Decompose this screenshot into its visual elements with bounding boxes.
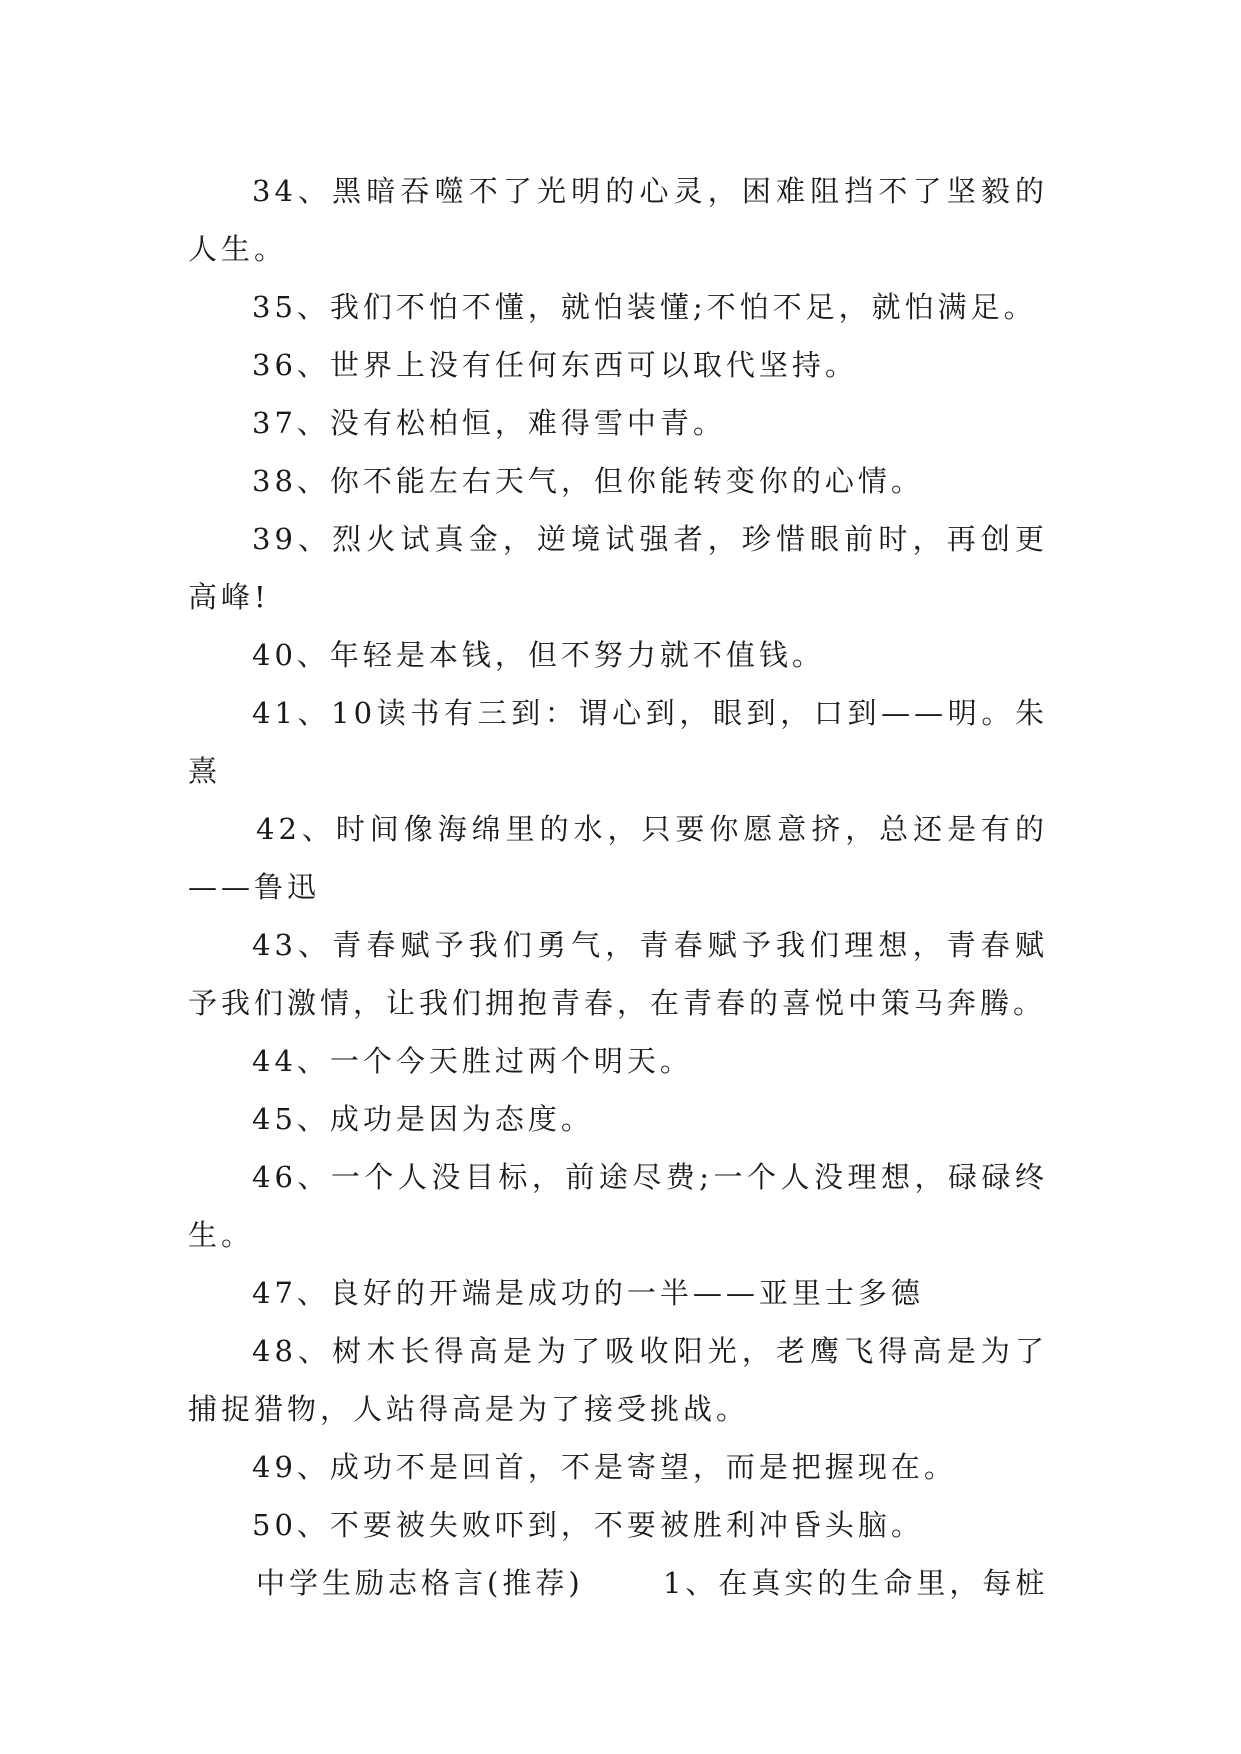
quote-50: 50、不要被失败吓到，不要被胜利冲昏头脑。: [252, 1508, 924, 1542]
quote-46: 46、一个人没目标，前途尽费;一个人没理想，碌碌终生。: [188, 1160, 1048, 1252]
quote-41: 41、10读书有三到：谓心到，眼到，口到——明。朱熹: [188, 696, 1048, 788]
quote-45: 45、成功是因为态度。: [252, 1102, 594, 1136]
quote-48: 48、树木长得高是为了吸收阳光，老鹰飞得高是为了捕捉猎物，人站得高是为了接受挑战。: [188, 1334, 1048, 1426]
section-heading-recommended: 中学生励志格言(推荐) 1、在真实的生命里，每桩: [256, 1566, 1049, 1600]
quote-43: 43、青春赋予我们勇气，青春赋予我们理想，青春赋予我们激情，让我们拥抱青春，在青春的喜悦中策马奔腾。: [188, 928, 1048, 1020]
quote-37: 37、没有松柏恒，难得雪中青。: [252, 406, 726, 440]
quote-49: 49、成功不是回首，不是寄望，而是把握现在。: [252, 1450, 957, 1484]
quote-40: 40、年轻是本钱，但不努力就不值钱。: [252, 638, 825, 672]
quote-44: 44、一个今天胜过两个明天。: [252, 1044, 693, 1078]
quote-42: 42、时间像海绵里的水，只要你愿意挤，总还是有的——鲁迅: [188, 812, 1048, 904]
quote-36: 36、世界上没有任何东西可以取代坚持。: [252, 348, 858, 382]
quote-34: 34、黑暗吞噬不了光明的心灵，困难阻挡不了坚毅的人生。: [188, 174, 1048, 266]
quote-35: 35、我们不怕不懂，就怕装懂;不怕不足，就怕满足。: [252, 290, 1037, 324]
document-page: [188, 162, 1048, 1612]
quote-39: 39、烈火试真金，逆境试强者，珍惜眼前时，再创更高峰!: [188, 522, 1048, 614]
quote-38: 38、你不能左右天气，但你能转变你的心情。: [252, 464, 924, 498]
quote-47: 47、良好的开端是成功的一半——亚里士多德: [252, 1276, 924, 1310]
